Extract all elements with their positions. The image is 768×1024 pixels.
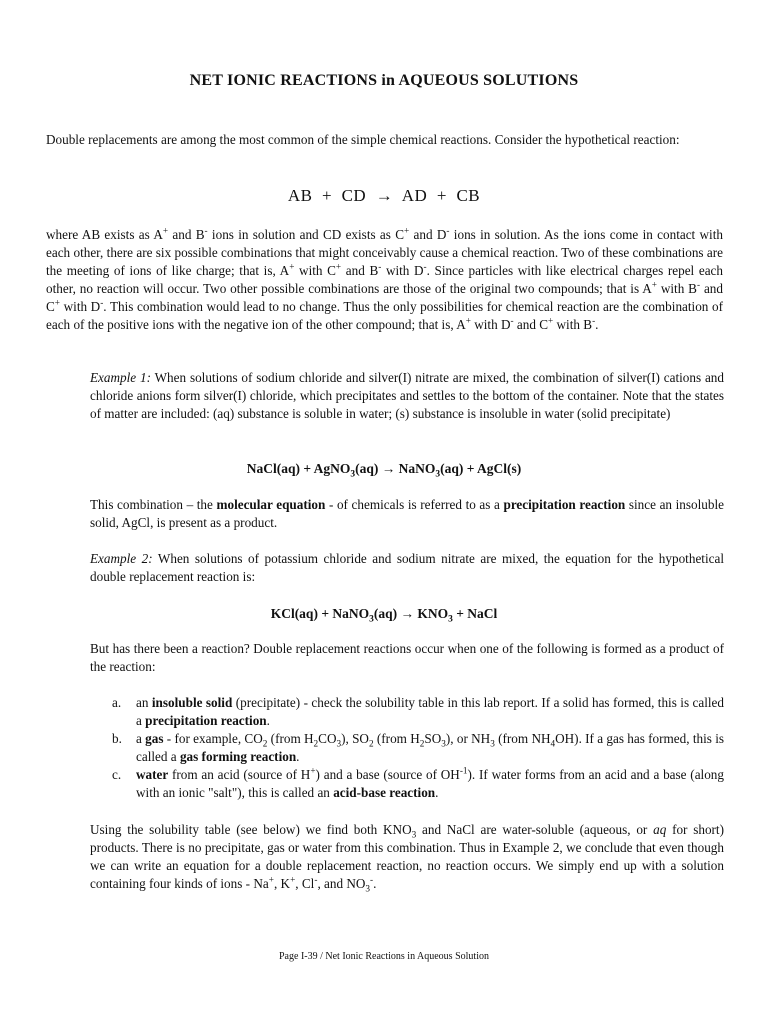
list-item: a. an insoluble solid (precipitate) - check the solubility table in this lab report. If a solid has formed, this is called a precipitation reaction. xyxy=(112,695,725,728)
page-footer: Page I-39 / Net Ionic Reactions in Aqueous Solution xyxy=(279,951,489,962)
example2-equation: KCl(aq) + NaNO$_3$(aq) → $KNO_3$ + NaCl xyxy=(270,606,498,625)
example1-paragraph: Example 1: When solutions of sodium chloride and silver(I) nitrate are mixed, the combination of silver(I) cations and chloride anions form silver(I) chloride, which precipitates and settles to the bottom of the container. Note that the states of matter are included: (aq) substance is soluble in water; (s) substance is insoluble in water (solid precipitate) xyxy=(90,370,724,421)
product-types-list xyxy=(90,694,724,802)
explanation-paragraph: where AB exists as A+ and B- ions in solution and CD exists as C+ and D- ions in solution. As the ions come in contact with each other, there are six possible combinations that might conceivably cause a chemical reaction. Two of these combinations are the meeting of ions of like charge; that is, A+ with C+ and B- with D-. Since particles with like electrical charges repel each other, no reaction will occur. Two other possible combinations are those of the original two compounds; that is A+ with B- and C+ with D-. This combination would lead to no change. Thus the only possibilities for chemical reaction are the combination of each of the positive ions with the negative ion of the other compound; that is, A+ with D- and C+ with B-. xyxy=(46,225,723,332)
molecular-equation-paragraph: This combination – the molecular equation - of chemicals is referred to as a precipitation reaction since an insoluble solid, AgCl, is present as a product. xyxy=(90,497,724,530)
example2-label: Example 2: xyxy=(90,551,153,566)
question-paragraph: But has there been a reaction? Double replacement reactions occur when one of the following is formed as a product of the reaction: xyxy=(90,641,724,674)
example1-label: Example 1: xyxy=(90,370,151,385)
example2-paragraph: Example 2: When solutions of potassium chloride and sodium nitrate are mixed, the equation for the hypothetical double replacement reaction is: xyxy=(90,551,724,584)
list-item: c. water from an acid (source of H+) and a base (source of $OH^{-1}$). If water forms from an acid and a base (along with an ionic "salt"), this is called an acid-base reaction. xyxy=(112,765,724,800)
example1-equation: NaCl(aq) + AgNO$_3$(aq) → NaNO$_3$(aq) + AgCl(s) xyxy=(246,461,522,480)
intro-paragraph: Double replacements are among the most common of the simple chemical reactions. Consider the hypothetical reaction: xyxy=(46,132,680,147)
general-equation: AB + CD → AD + CB xyxy=(287,186,481,205)
conclusion-paragraph: Using the solubility table (see below) we find both $KNO_3$ and NaCl are water-soluble (aqueous, or aq for short) products. There is no precipitate, gas or water from this combination. Thus in Example 2, we conclude that even though we can write an equation for a double replacement reaction, no reaction occurs. We simply end up with a solution containing four kinds of ions - Na+, K+, Cl-, and $NO_3^-$. xyxy=(90,822,724,894)
page-title: NET IONIC REACTIONS in AQUEOUS SOLUTIONS xyxy=(189,72,579,89)
list-item: b. a gas - for example, $CO_2$ (from $H_2CO_3$), $SO_2$ (from $H_2SO_3$), or $NH_3$ (from $NH_4OH$). If a gas has formed, this is called a gas forming reaction. xyxy=(112,731,724,764)
